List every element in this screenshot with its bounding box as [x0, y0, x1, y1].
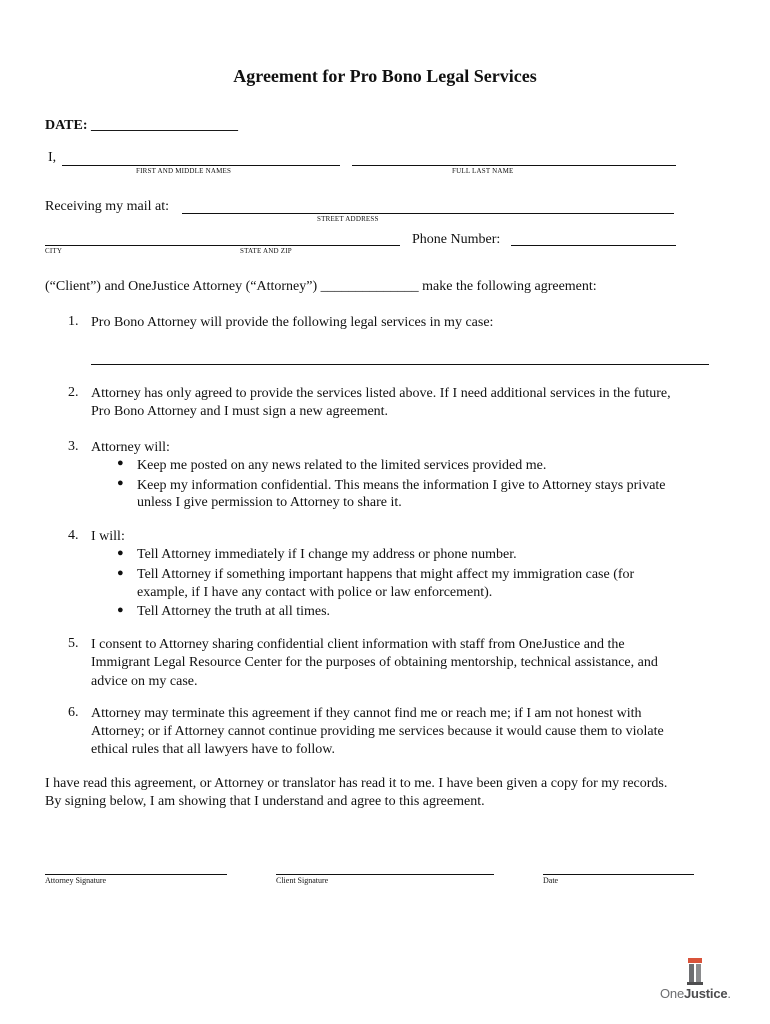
client-attorney-statement: (“Client”) and OneJustice Attorney (“Attorney”) ______________ make the following agreement:: [45, 279, 597, 294]
street-address-line[interactable]: [182, 213, 674, 214]
phone-label: Phone Number:: [412, 232, 501, 247]
attorney-signature-caption: Attorney Signature: [45, 876, 107, 885]
bullet-icon: ●: [117, 477, 124, 489]
attorney-signature-line[interactable]: [45, 874, 227, 875]
full-last-name-caption: FULL LAST NAME: [452, 167, 514, 175]
first-middle-name-line[interactable]: [62, 165, 340, 166]
date-signature-caption: Date: [543, 876, 559, 885]
item-text: I will:: [91, 529, 125, 544]
last-name-line[interactable]: [352, 165, 676, 166]
bullet-text: Tell Attorney immediately if I change my address or phone number.: [137, 547, 517, 562]
city-state-line[interactable]: [45, 245, 400, 246]
logo-part-one: One: [660, 986, 684, 1001]
date-field[interactable]: DATE: _____________________: [45, 118, 239, 133]
onejustice-logo: [660, 986, 731, 1001]
item-text: I consent to Attorney sharing confidential client information with staff from OneJustice and the: [91, 637, 625, 652]
state-zip-caption: STATE AND ZIP: [240, 247, 292, 255]
logo-suffix: .: [727, 986, 731, 1001]
item-text: Attorney will:: [91, 440, 170, 455]
logo-part-two: Justice: [683, 986, 728, 1001]
street-address-caption: STREET ADDRESS: [317, 215, 379, 223]
city-caption: CITY: [45, 247, 63, 255]
bullet-text: Tell Attorney the truth at all times.: [137, 604, 331, 619]
phone-number-line[interactable]: [511, 245, 676, 246]
bullet-icon: ●: [117, 567, 124, 579]
item-text: Pro Bono Attorney will provide the following legal services in my case:: [91, 315, 494, 330]
document-title: Agreement for Pro Bono Legal Services: [233, 66, 537, 86]
client-signature-line[interactable]: [276, 874, 494, 875]
bullet-icon: ●: [117, 457, 124, 469]
item-text: Pro Bono Attorney and I must sign a new agreement.: [91, 404, 389, 419]
client-signature-caption: Client Signature: [276, 876, 329, 885]
item-number: 4.: [68, 528, 79, 543]
item-text: Attorney has only agreed to provide the services listed above. If I need additional services in the future,: [91, 386, 671, 401]
bullet-text: unless I give permission to Attorney to share it.: [137, 495, 402, 510]
bullet-text: Keep me posted on any news related to the limited services provided me.: [137, 458, 547, 473]
bullet-icon: ●: [117, 547, 124, 559]
bullet-text: Keep my information confidential. This means the information I give to Attorney stays private: [137, 478, 666, 493]
mail-label: Receiving my mail at:: [45, 199, 170, 214]
closing-statement: I have read this agreement, or Attorney or translator has read it to me. I have been given a copy for my records.: [45, 776, 668, 791]
item-number: 2.: [68, 385, 79, 400]
item-text: Immigrant Legal Resource Center for the purposes of obtaining mentorship, technical assistance, and: [91, 655, 658, 670]
item-text: Attorney; or if Attorney cannot continue providing me services because it would cause them to violate: [91, 724, 664, 739]
legal-services-line[interactable]: [91, 364, 709, 365]
onejustice-logo-icon: [684, 958, 706, 986]
date-signature-line[interactable]: [543, 874, 694, 875]
bullet-text: Tell Attorney if something important happens that might affect my immigration case (for: [137, 567, 635, 582]
item-number: 3.: [68, 439, 79, 454]
bullet-icon: ●: [117, 604, 124, 616]
item-number: 5.: [68, 636, 79, 651]
i-label: I,: [48, 150, 57, 165]
closing-statement: By signing below, I am showing that I understand and agree to this agreement.: [45, 794, 485, 809]
item-number: 1.: [68, 314, 79, 329]
item-text: advice on my case.: [91, 674, 198, 689]
bullet-text: example, if I have any contact with police or law enforcement).: [137, 585, 493, 600]
item-text: Attorney may terminate this agreement if they cannot find me or reach me; if I am not honest with: [91, 706, 642, 721]
item-text: ethical rules that all lawyers have to follow.: [91, 742, 336, 757]
item-number: 6.: [68, 705, 79, 720]
first-middle-name-caption: FIRST AND MIDDLE NAMES: [136, 167, 232, 175]
